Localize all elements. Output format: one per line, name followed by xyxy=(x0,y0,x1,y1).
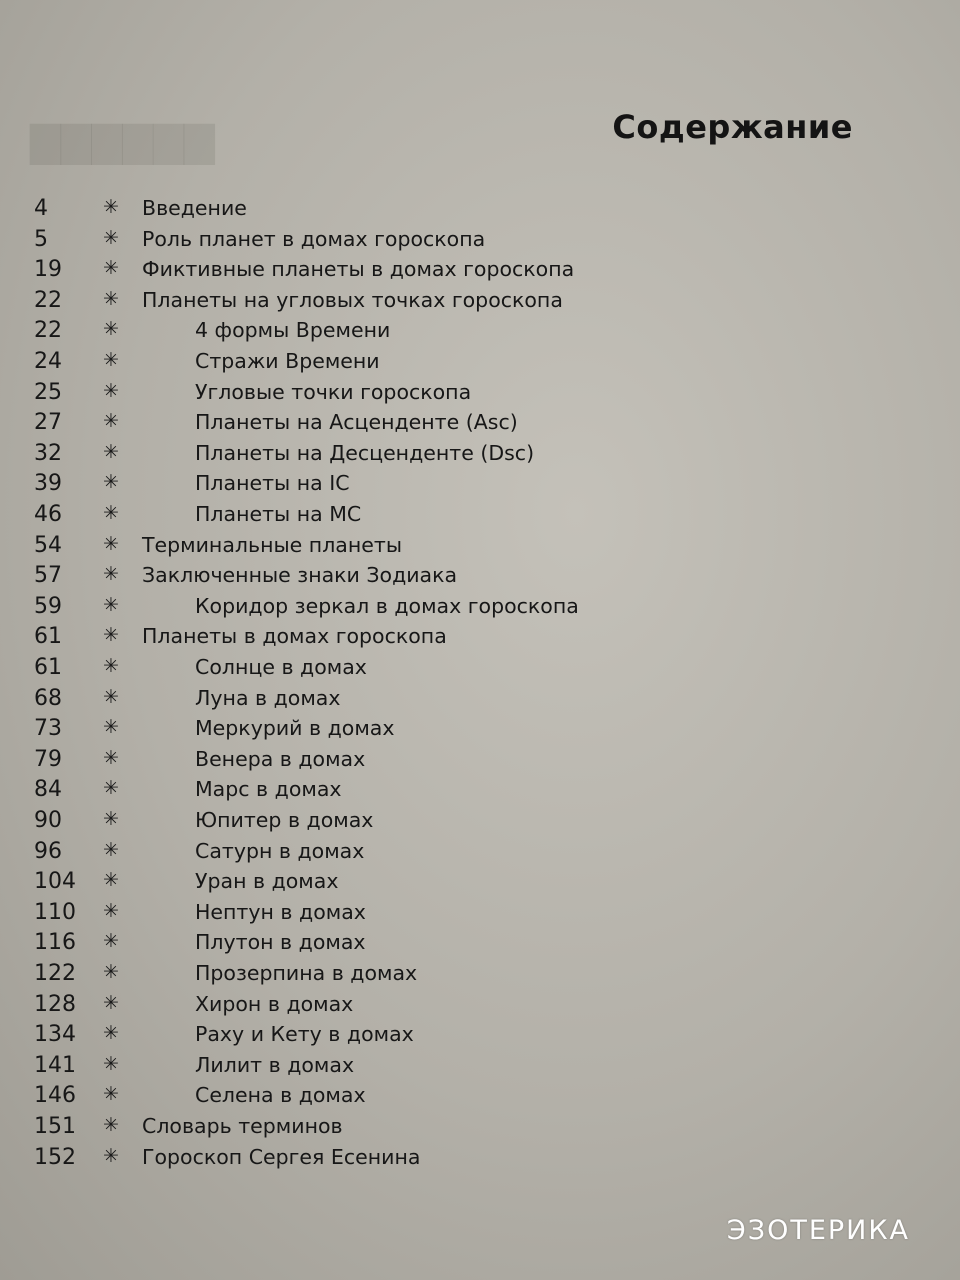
toc-entry xyxy=(0,869,960,899)
asterisk-icon: ✳ xyxy=(103,379,119,402)
toc-entry xyxy=(0,257,960,287)
asterisk-icon: ✳ xyxy=(103,624,119,647)
toc-entry-title: Фиктивные планеты в домах гороскопа xyxy=(142,257,575,282)
toc-entry-title: Планеты в домах гороскопа xyxy=(142,624,447,649)
asterisk-icon: ✳ xyxy=(103,593,119,616)
asterisk-icon: ✳ xyxy=(103,655,119,677)
asterisk-icon: ✳ xyxy=(103,287,119,310)
page-title: Содержание xyxy=(612,108,853,146)
toc-entry xyxy=(0,747,960,777)
toc-page-number: 110 xyxy=(34,899,76,925)
toc-entry xyxy=(0,288,960,318)
asterisk-icon: ✳ xyxy=(103,777,119,800)
toc-page-number: 22 xyxy=(34,287,62,313)
asterisk-icon: ✳ xyxy=(103,318,119,341)
toc-entry-title: Плутон в домах xyxy=(195,930,366,955)
toc-entry-title: Хирон в домах xyxy=(195,991,354,1016)
toc-entry xyxy=(0,961,960,991)
toc-entry-title: Нептун в домах xyxy=(195,899,366,924)
toc-page-number: 61 xyxy=(34,624,62,650)
toc-page-number: 84 xyxy=(34,777,62,803)
toc-entry-title: Введение xyxy=(142,196,247,220)
toc-entry-title: Венера в домах xyxy=(195,746,366,771)
asterisk-icon: ✳ xyxy=(103,532,119,555)
toc-page-number: 152 xyxy=(34,1144,76,1170)
asterisk-icon: ✳ xyxy=(103,716,119,739)
toc-entry xyxy=(0,349,960,379)
toc-page-number: 32 xyxy=(34,440,62,466)
toc-page-number: 104 xyxy=(34,869,76,895)
toc-entry-title: Сатурн в домах xyxy=(195,838,365,863)
toc-entry-title: Солнце в домах xyxy=(195,655,367,679)
toc-entry-title: Лилит в домах xyxy=(195,1052,355,1077)
toc-entry xyxy=(0,839,960,869)
toc-page-number: 4 xyxy=(34,196,48,221)
toc-entry xyxy=(0,655,960,685)
toc-entry-title: Заключенные знаки Зодиака xyxy=(142,563,458,588)
toc-entry xyxy=(0,1053,960,1083)
toc-page-number: 27 xyxy=(34,410,62,436)
toc-entry xyxy=(0,441,960,471)
toc-entry-title: 4 формы Времени xyxy=(195,318,391,343)
toc-entry-title: Планеты на IC xyxy=(195,471,350,496)
asterisk-icon: ✳ xyxy=(103,838,119,861)
toc-page-number: 54 xyxy=(34,532,62,558)
toc-entry-title: Марс в домах xyxy=(195,777,342,802)
show-through-heading: ▇▇▇▇▇▇ xyxy=(30,118,215,165)
toc-entry xyxy=(0,471,960,501)
toc-entry xyxy=(0,1114,960,1144)
asterisk-icon: ✳ xyxy=(103,869,119,892)
asterisk-icon: ✳ xyxy=(103,257,119,280)
toc-page-number: 79 xyxy=(34,746,62,772)
toc-page-number: 141 xyxy=(34,1052,76,1078)
watermark-logo: ЭЗОТЕРИКА xyxy=(726,1215,910,1246)
toc-entry xyxy=(0,716,960,746)
asterisk-icon: ✳ xyxy=(103,440,119,463)
toc-entry xyxy=(0,502,960,532)
toc-page-number: 134 xyxy=(34,1022,76,1048)
asterisk-icon: ✳ xyxy=(103,808,119,830)
toc-entry-title: Роль планет в домах гороскопа xyxy=(142,226,486,251)
toc-entry xyxy=(0,318,960,348)
toc-entry-title: Планеты на Десценденте (Dsc) xyxy=(195,440,535,465)
toc-entry xyxy=(0,900,960,930)
asterisk-icon: ✳ xyxy=(103,685,119,708)
toc-entry xyxy=(0,1145,960,1175)
toc-page-number: 19 xyxy=(34,257,62,283)
toc-page-number: 46 xyxy=(34,502,62,527)
toc-entry xyxy=(0,380,960,410)
toc-entry xyxy=(0,533,960,563)
asterisk-icon: ✳ xyxy=(103,226,119,249)
toc-page-number: 5 xyxy=(34,226,48,252)
toc-entry-title: Луна в домах xyxy=(195,685,341,710)
asterisk-icon: ✳ xyxy=(103,563,119,586)
toc-entry xyxy=(0,777,960,807)
toc-page-number: 146 xyxy=(34,1083,76,1109)
asterisk-icon: ✳ xyxy=(103,1114,119,1136)
toc-page-number: 59 xyxy=(34,593,62,619)
toc-entry-title: Планеты на Асценденте (Asc) xyxy=(195,410,518,435)
toc-entry-title: Гороскоп Сергея Есенина xyxy=(142,1144,421,1169)
toc-page-number: 73 xyxy=(34,716,62,742)
toc-entry-title: Угловые точки гороскопа xyxy=(195,379,472,404)
toc-entry-title: Планеты на угловых точках гороскопа xyxy=(142,287,563,312)
toc-page-number: 90 xyxy=(34,808,62,833)
toc-entry xyxy=(0,227,960,257)
asterisk-icon: ✳ xyxy=(103,410,119,433)
asterisk-icon: ✳ xyxy=(103,1083,119,1106)
toc-entry-title: Уран в домах xyxy=(195,869,339,894)
asterisk-icon: ✳ xyxy=(103,961,119,983)
asterisk-icon: ✳ xyxy=(103,930,119,953)
toc-entry-title: Словарь терминов xyxy=(142,1114,343,1138)
toc-entry xyxy=(0,686,960,716)
toc-entry xyxy=(0,930,960,960)
toc-entry-title: Раху и Кету в домах xyxy=(195,1022,414,1047)
toc-entry xyxy=(0,992,960,1022)
toc-page-number: 25 xyxy=(34,379,62,405)
asterisk-icon: ✳ xyxy=(103,991,119,1014)
toc-entry xyxy=(0,196,960,226)
toc-entry-title: Юпитер в домах xyxy=(195,808,374,832)
toc-page-number: 39 xyxy=(34,471,62,497)
asterisk-icon: ✳ xyxy=(103,349,119,371)
asterisk-icon: ✳ xyxy=(103,196,119,218)
toc-entry-title: Терминальные планеты xyxy=(142,532,403,557)
toc-page-number: 151 xyxy=(34,1114,76,1139)
toc-page-number: 61 xyxy=(34,655,62,680)
toc-page-number: 96 xyxy=(34,838,62,864)
toc-entry-title: Селена в домах xyxy=(195,1083,366,1108)
toc-page-number: 57 xyxy=(34,563,62,589)
asterisk-icon: ✳ xyxy=(103,1022,119,1045)
toc-page-number: 22 xyxy=(34,318,62,344)
toc-page-number: 116 xyxy=(34,930,76,956)
toc-page-number: 24 xyxy=(34,349,62,374)
toc-entry xyxy=(0,808,960,838)
asterisk-icon: ✳ xyxy=(103,471,119,494)
toc-entry-title: Стражи Времени xyxy=(195,349,380,373)
asterisk-icon: ✳ xyxy=(103,1144,119,1167)
toc-entry-title: Коридор зеркал в домах гороскопа xyxy=(195,593,579,618)
toc-entry xyxy=(0,563,960,593)
toc-entry xyxy=(0,410,960,440)
asterisk-icon: ✳ xyxy=(103,746,119,769)
toc-entry xyxy=(0,624,960,654)
toc-entry-title: Прозерпина в домах xyxy=(195,961,418,985)
asterisk-icon: ✳ xyxy=(103,1052,119,1075)
toc-entry xyxy=(0,594,960,624)
toc-page-number: 122 xyxy=(34,961,76,986)
toc-entry xyxy=(0,1022,960,1052)
asterisk-icon: ✳ xyxy=(103,502,119,524)
toc-entry-title: Меркурий в домах xyxy=(195,716,395,741)
toc-page-number: 128 xyxy=(34,991,76,1017)
toc-page-number: 68 xyxy=(34,685,62,711)
toc-entry-title: Планеты на МС xyxy=(195,502,362,526)
asterisk-icon: ✳ xyxy=(103,899,119,922)
toc-entry xyxy=(0,1083,960,1113)
